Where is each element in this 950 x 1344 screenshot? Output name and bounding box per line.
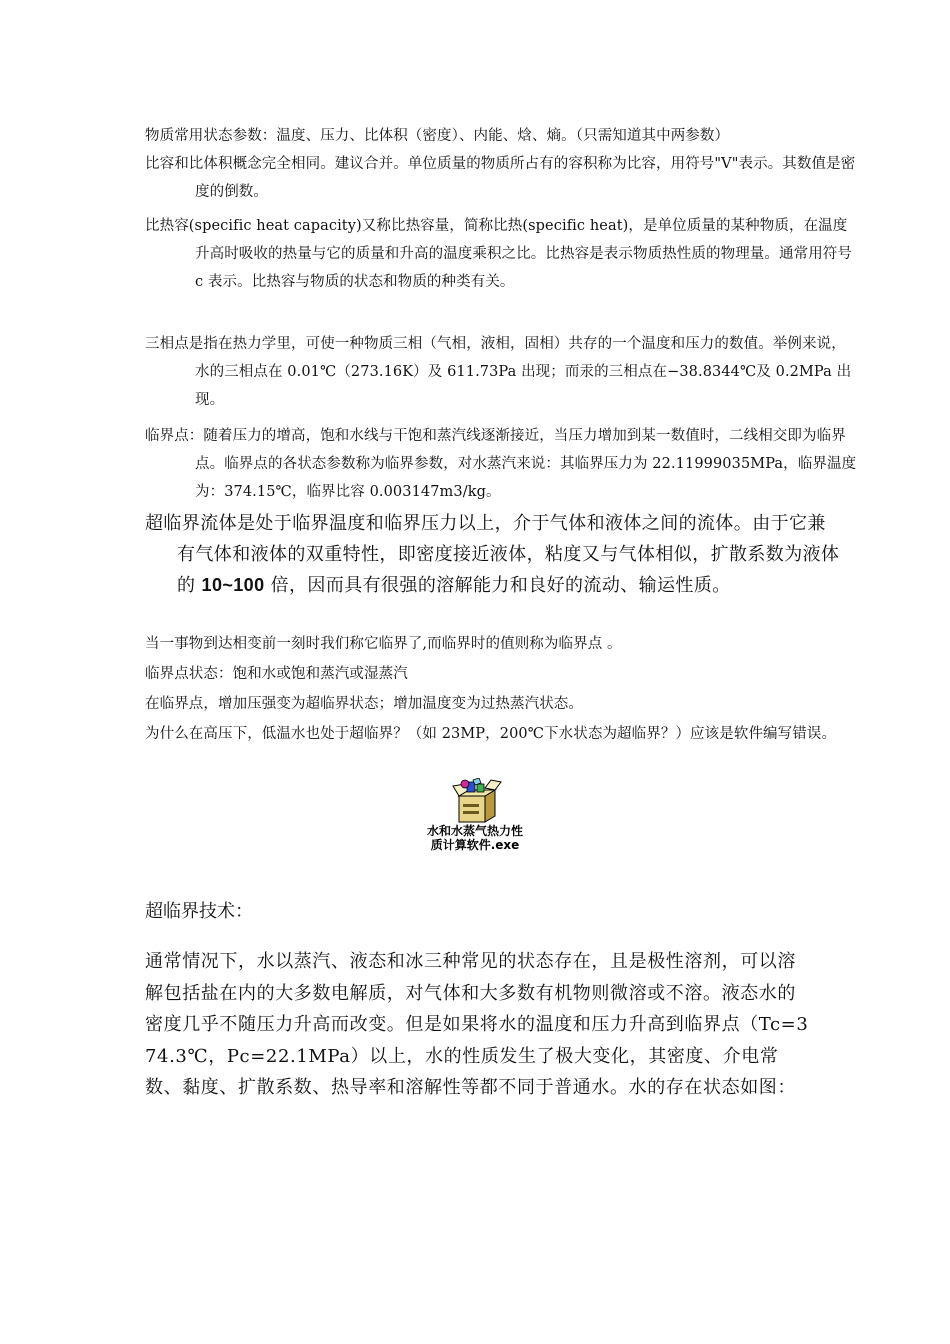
software-error-question: 为什么在高压下，低温水也处于超临界？（如 23MP，200℃下水状态为超临界？）应该是软件编写错误。 [145,726,837,742]
supercritical-text-a: 超临界流体是处于临界温度和临界压力以上，介于气体和液体之间的流体。由于它兼有气体和液体的双重特性，即密度接近液体，粘度又与气体相似，扩散系数为液体的 [145,513,840,596]
state-parameters-note: 物质常用状态参数：温度、压力、比体积（密度）、内能、焓、熵。（只需知道其中两参数） [145,128,730,144]
section-body: 通常情况下，水以蒸汽、液态和冰三种常见的状态存在，且是极性溶剂，可以溶解包括盐在内的大多数电解质，对气体和大多数有机物则微溶或不溶。液态水的密度几乎不随压力升高而改变。但是如果将水的温度和压力升高到临界点（Tc=374.3℃，Pc=22.1MPa）以上，水的性质发生了极大变化，其密度、介电常数、黏度、扩散系数、热导率和溶解性等都不同于普通水。水的存在状态如图： [145,951,809,1098]
section-heading: 超临界技术： [145,901,253,922]
critical-definition-note: 当一事物到达相变前一刻时我们称它临界了,而临界时的值则称为临界点 。 [145,636,622,652]
supercritical-text-b: 倍，因而具有很强的溶解能力和良好的流动、输运性质。 [264,575,731,596]
triple-point-note: 三相点是指在热力学里，可使一种物质三相（气相，液相，固相）共存的一个温度和压力的数值。举例来说，水的三相点在 0.01℃（273.16K）及 611.73Pa 出现；而汞的三相点在−38.8344℃及 0.2MPa 出现。 [145,336,852,408]
critical-state-note: 临界点状态：饱和水或饱和蒸汽或湿蒸汽 [145,666,408,682]
specific-volume-note: 比容和比体积概念完全相同。建议合并。单位质量的物质所占有的容积称为比容，用符号"V"表示。其数值是密度的倒数。 [145,156,856,200]
supercritical-bold-range: 10~100 [201,575,265,595]
critical-change-note: 在临界点，增加压强变为超临界状态；增加温度变为过热蒸汽状态。 [145,696,583,712]
critical-point-note: 临界点：随着压力的增高，饱和水线与干饱和蒸汽线逐渐接近，当压力增加到某一数值时，二线相交即为临界点。临界点的各状态参数称为临界参数，对水蒸汽来说：其临界压力为 22.11999035MPa，临界温度为：374.15℃，临界比容 0.003147m3/kg。 [145,428,857,500]
embedded-exe-attachment[interactable] [405,778,545,860]
installer-package-icon [445,778,505,824]
specific-heat-note: 比热容(specific heat capacity)又称比热容量，简称比热(specific heat)，是单位质量的某种物质，在温度升高时吸收的热量与它的质量和升高的温度乘积之比。比热容是表示物质热性质的物理量。通常用符号 c 表示。比热容与物质的状态和物质的种类有关。 [145,218,852,290]
supercritical-fluid-note [145,508,842,601]
attachment-label-line2: 质计算软件.exe [430,838,520,852]
attachment-label-line1: 水和水蒸气热力性 [426,824,523,838]
